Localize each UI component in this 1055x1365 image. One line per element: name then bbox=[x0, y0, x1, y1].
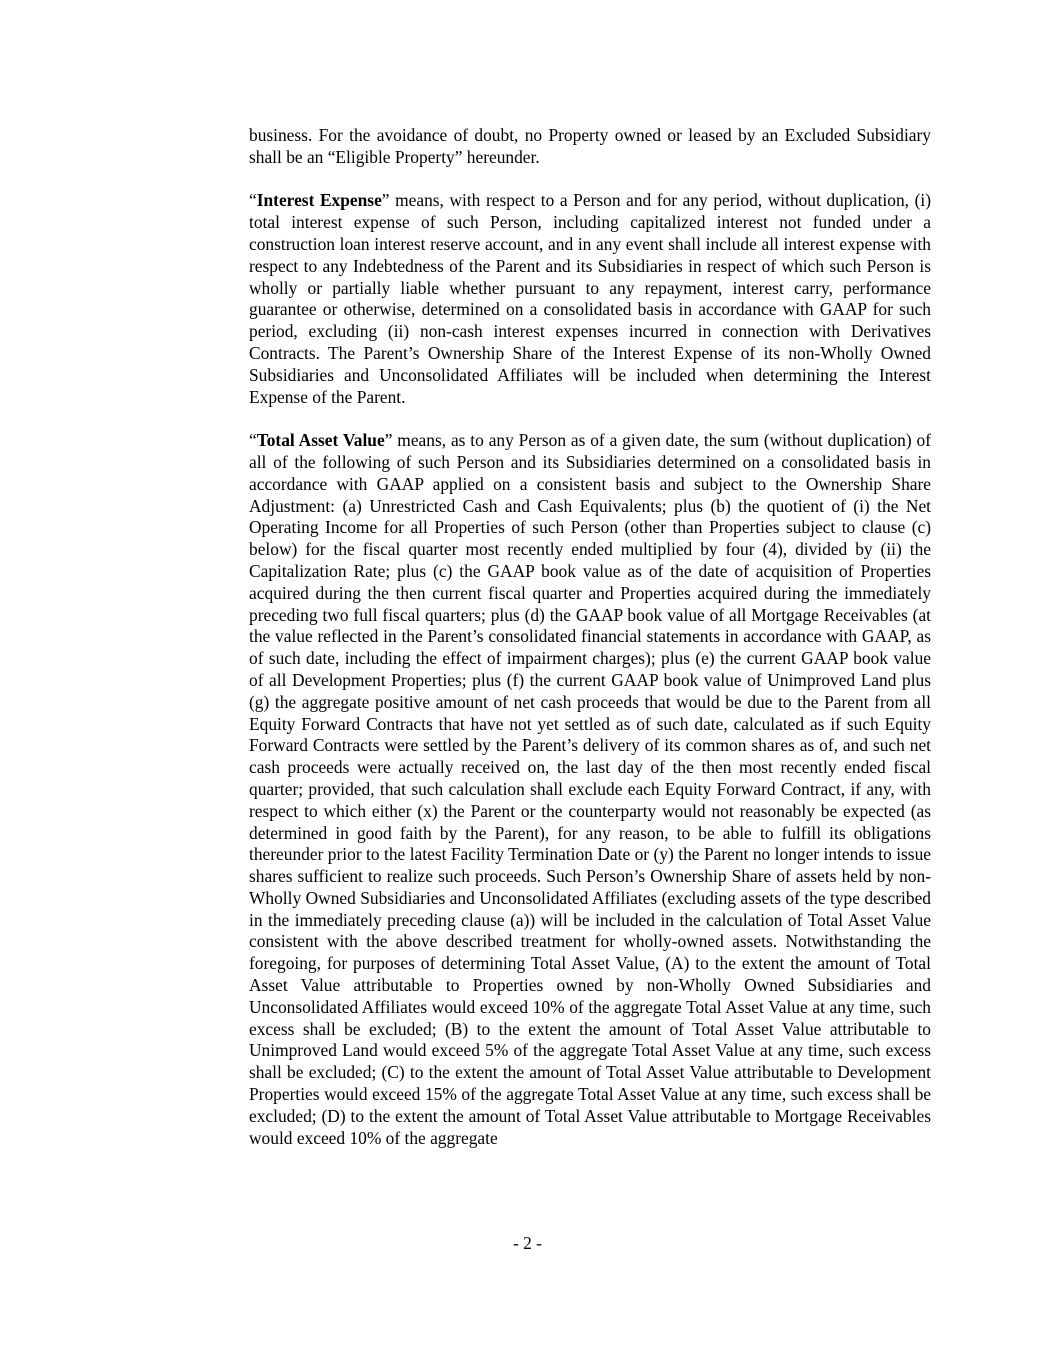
definition-total-asset-value bbox=[249, 430, 931, 1149]
defined-term: Interest Expense bbox=[256, 190, 382, 211]
close-quote: ” bbox=[384, 430, 393, 451]
document-body bbox=[249, 125, 931, 1171]
open-quote: “ bbox=[249, 190, 257, 211]
definition-interest-expense bbox=[249, 190, 931, 408]
definition-text: means, with respect to a Person and for any period, without duplication, (i) total interest expense of such Person, including capitalized interest not funded under a construction loan interest reserve account, and in any event shall include all interest expense with respect to any Indebtedness of the Parent and its Subsidiaries in respect of which such Person is wholly or partially liable whether pursuant to any repayment, interest carry, performance guarantee or otherwise, determined on a consolidated basis in accordance with GAAP for such period, excluding (ii) non-cash interest expenses incurred in connection with Derivatives Contracts. The Parent’s Ownership Share of the Interest Expense of its non-Wholly Owned Subsidiaries and Unconsolidated Affiliates will be included when determining the Interest Expense of the Parent. bbox=[249, 190, 931, 407]
defined-term: Total Asset Value bbox=[256, 430, 385, 451]
page-number: - 2 - bbox=[513, 1233, 542, 1253]
close-quote: ” bbox=[381, 190, 390, 211]
open-quote: “ bbox=[249, 430, 257, 451]
definition-text: means, as to any Person as of a given date, the sum (without duplication) of all of the following of such Person and its Subsidiaries determined on a consolidated basis in accordance with GAAP applied on a consistent basis and subject to the Ownership Share Adjustment: (a) Unrestricted Cash and Cash Equivalents; plus (b) the quotient of (i) the Net Operating Income for all Properties of such Person (other than Properties subject to clause (c) below) for the fiscal quarter most recently ended multiplied by four (4), divided by (ii) the Capitalization Rate; plus (c) the GAAP book value as of the date of acquisition of Properties acquired during the then current fiscal quarter and Properties acquired during the immediately preceding two full fiscal quarters; plus (d) the GAAP book value of all Mortgage Receivables (at the value reflected in the Parent’s consolidated financial statements in accordance with GAAP, as of such date, including the effect of impairment charges); plus (e) the current GAAP book value of all Development Properties; plus (f) the current GAAP book value of Unimproved Land plus (g) the aggregate positive amount of net cash proceeds that would be due to the Parent from all Equity Forward Contracts that have not yet settled as of such date, calculated as if such Equity Forward Contracts were settled by the Parent’s delivery of its common shares as of, and such net cash proceeds were actually received on, the last day of the then most recently ended fiscal quarter; provided, that such calculation shall exclude each Equity Forward Contract, if any, with respect to which either (x) the Parent or the counterparty would not reasonably be expected (as determined in good faith by the Parent), for any reason, to be able to fulfill its obligations thereunder prior to the latest Facility Termination Date or (y) the Parent no longer intends to issue shares sufficient to realize such proceeds. Such Person’s Ownership Share of assets held by non-Wholly Owned Subsidiaries and Unconsolidated Affiliates (excluding assets of the type described in the immediately preceding clause (a)) will be included in the calculation of Total Asset Value consistent with the above described treatment for wholly-owned assets. Notwithstanding the foregoing, for purposes of determining Total Asset Value, (A) to the extent the amount of Total Asset Value attributable to Properties owned by non-Wholly Owned Subsidiaries and Unconsolidated Affiliates would exceed 10% of the aggregate Total Asset Value at any time, such excess shall be excluded; (B) to the extent the amount of Total Asset Value attributable to Unimproved Land would exceed 5% of the aggregate Total Asset Value at any time, such excess shall be excluded; (C) to the extent the amount of Total Asset Value attributable to Development Properties would exceed 15% of the aggregate Total Asset Value at any time, such excess shall be excluded; (D) to the extent the amount of Total Asset Value attributable to Mortgage Receivables would exceed 10% of the aggregate bbox=[249, 430, 932, 1148]
continuation-paragraph: business. For the avoidance of doubt, no Property owned or leased by an Excluded Subsidiary shall be an “Eligible Property” hereunder. bbox=[249, 125, 931, 167]
